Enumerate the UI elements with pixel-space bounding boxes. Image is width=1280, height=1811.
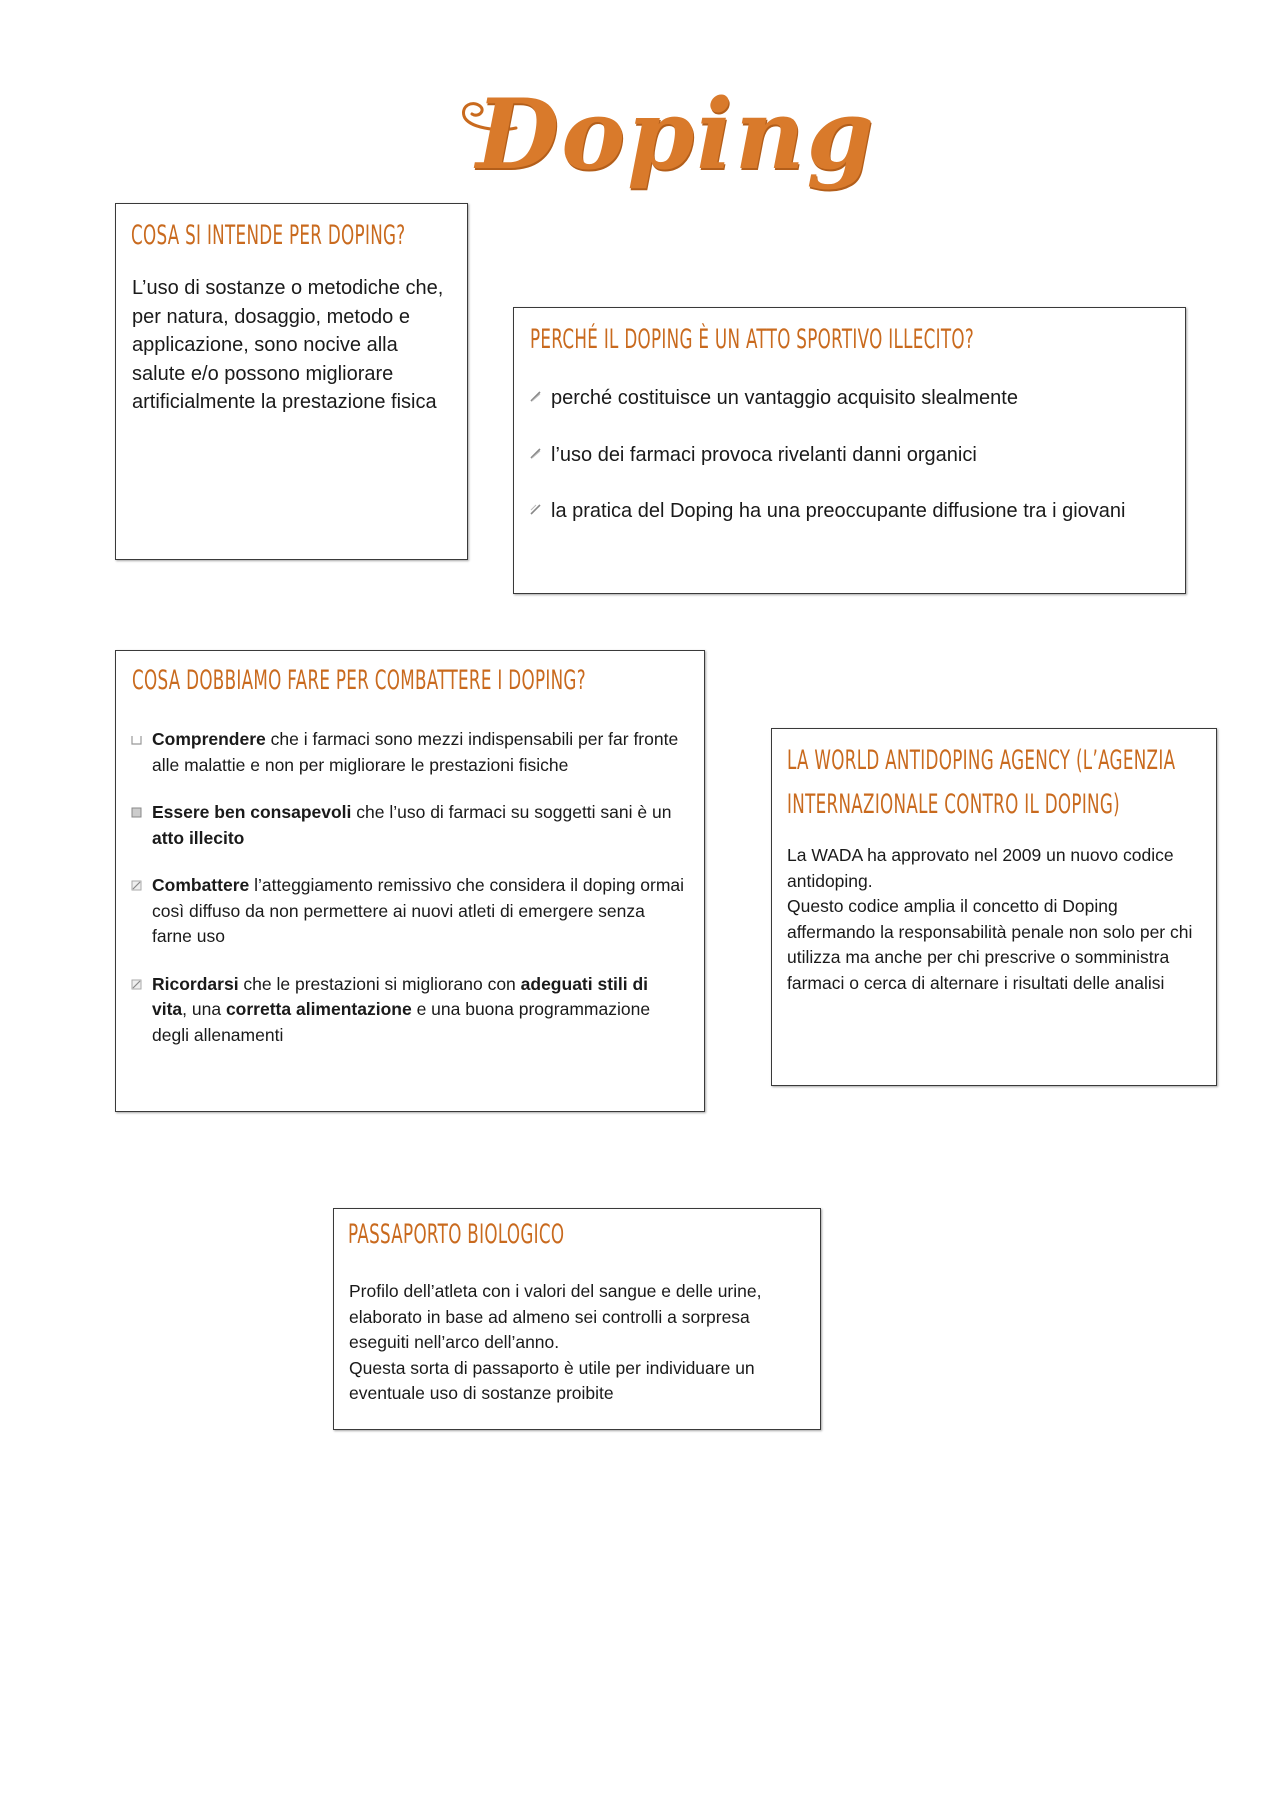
list-item <box>131 800 686 851</box>
checkbox-bullet-icon <box>131 979 142 990</box>
passport-paragraph: Profilo dell’atleta con i valori del sangue e delle urine, elaborato in base ad almeno sei controlli a sorpresa eseguiti nell’arco dell’anno. <box>349 1281 762 1352</box>
wada-heading: LA WORLD ANTIDOPING AGENCY (L’AGENZIA INTERNAZIONALE CONTRO IL DOPING) <box>787 745 1176 820</box>
list-item <box>131 727 686 778</box>
wada-paragraph: La WADA ha approvato nel 2009 un nuovo codice antidoping. <box>787 845 1174 891</box>
pencil-bullet-icon <box>530 448 541 459</box>
fight-doping-heading: COSA DOBBIAMO FARE PER COMBATTERE I DOPING? <box>132 665 586 696</box>
illicit-reasons-box <box>513 307 1186 594</box>
list-item-text: la pratica del Doping ha una preoccupante diffusione tra i giovani <box>551 500 1126 522</box>
wada-box <box>771 728 1217 1086</box>
biological-passport-heading: PASSAPORTO BIOLOGICO <box>348 1219 565 1250</box>
page-title-text: Doping <box>476 78 876 191</box>
list-item-text: perché costituisce un vantaggio acquisito slealmente <box>551 387 1018 409</box>
biological-passport-box <box>333 1208 821 1430</box>
pencil-bullet-icon <box>530 504 541 515</box>
list-item <box>131 972 686 1049</box>
checkbox-bullet-icon <box>131 807 142 818</box>
page-title <box>440 60 876 230</box>
definition-text: L’uso di sostanze o metodiche che, per natura, dosaggio, metodo e applicazione, sono nocive alla salute e/o possono migliorare artificialmente la prestazione fisica <box>132 277 444 413</box>
list-item <box>530 497 1160 526</box>
list-item-text: l’uso dei farmaci provoca rivelanti danni organici <box>551 443 977 466</box>
pencil-bullet-icon <box>530 391 541 402</box>
list-item-text: Ricordarsi che le prestazioni si migliorano con adeguati stili di vita, una corretta alimentazione e una buona programmazione degli allenamenti <box>152 973 651 1045</box>
definition-heading: COSA SI INTENDE PER DOPING? <box>131 220 406 251</box>
checkbox-bullet-icon <box>131 734 142 745</box>
wada-paragraph: Questo codice amplia il concetto di Doping affermando la responsabilità penale non solo per chi utilizza ma anche per chi prescrive o somministra farmaci o cerca di alternare i risultati delle analisi <box>787 896 1193 993</box>
passport-paragraph: Questa sorta di passaporto è utile per individuare un eventuale uso di sostanze proibite <box>349 1357 755 1403</box>
illicit-reasons-heading: PERCHÉ IL DOPING È UN ATTO SPORTIVO ILLECITO? <box>530 324 975 355</box>
checkbox-bullet-icon <box>131 880 142 891</box>
list-item-text: Combattere l’atteggiamento remissivo che considera il doping ormai così diffuso da non permettere ai nuovi atleti di emergere senza farne uso <box>152 875 685 946</box>
definition-box <box>115 203 468 560</box>
list-item <box>131 873 686 950</box>
list-item-text: Comprendere che i farmaci sono mezzi indispensabili per far fronte alle malattie e non per migliorare le prestazioni fisiche <box>152 729 679 775</box>
list-item-text: Essere ben consapevoli che l’uso di farmaci su soggetti sani è un atto illecito <box>152 802 672 848</box>
list-item <box>530 441 1160 470</box>
fight-doping-box <box>115 650 705 1112</box>
list-item <box>530 384 1160 413</box>
